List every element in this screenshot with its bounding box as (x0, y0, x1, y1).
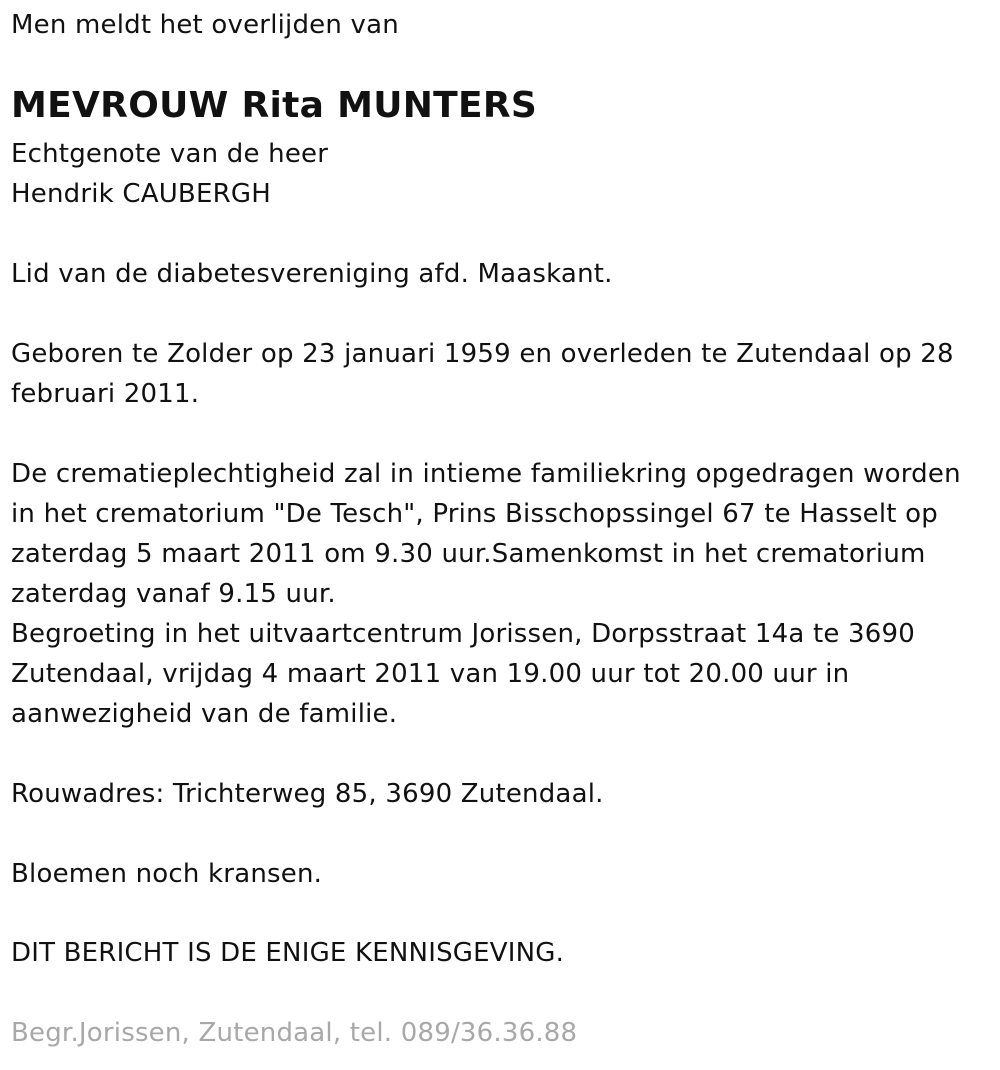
ceremony-line-4: zaterdag vanaf 9.15 uur. (11, 579, 336, 609)
birth-death-line-2: februari 2011. (11, 379, 200, 409)
only-notice-statement: DIT BERICHT IS DE ENIGE KENNISGEVING. (11, 938, 565, 968)
birth-death-line-1: Geboren te Zolder op 23 januari 1959 en overleden te Zutendaal op 28 (11, 339, 954, 369)
membership-text: Lid van de diabetesvereniging afd. Maaskant. (11, 259, 613, 289)
greeting-line-3: aanwezigheid van de familie. (11, 699, 398, 729)
intro-text: Men meldt het overlijden van (11, 10, 399, 40)
funeral-home-footer: Begr.Jorissen, Zutendaal, tel. 089/36.36.88 (11, 1018, 578, 1048)
ceremony-line-3: zaterdag 5 maart 2011 om 9.30 uur.Samenkomst in het crematorium (11, 539, 926, 569)
spouse-line-1: Echtgenote van de heer (11, 139, 329, 169)
greeting-line-1: Begroeting in het uitvaartcentrum Jorissen, Dorpsstraat 14a te 3690 (11, 619, 915, 649)
ceremony-line-2: in het crematorium "De Tesch", Prins Bisschopssingel 67 te Hasselt op (11, 499, 938, 529)
mourning-address: Rouwadres: Trichterweg 85, 3690 Zutendaal. (11, 779, 604, 809)
flowers-note: Bloemen noch kransen. (11, 859, 323, 889)
ceremony-line-1: De crematieplechtigheid zal in intieme familiekring opgedragen worden (11, 459, 961, 489)
spouse-line-2: Hendrik CAUBERGH (11, 179, 271, 209)
greeting-line-2: Zutendaal, vrijdag 4 maart 2011 van 19.00 uur tot 20.00 uur in (11, 659, 850, 689)
deceased-name: MEVROUW Rita MUNTERS (11, 85, 538, 126)
